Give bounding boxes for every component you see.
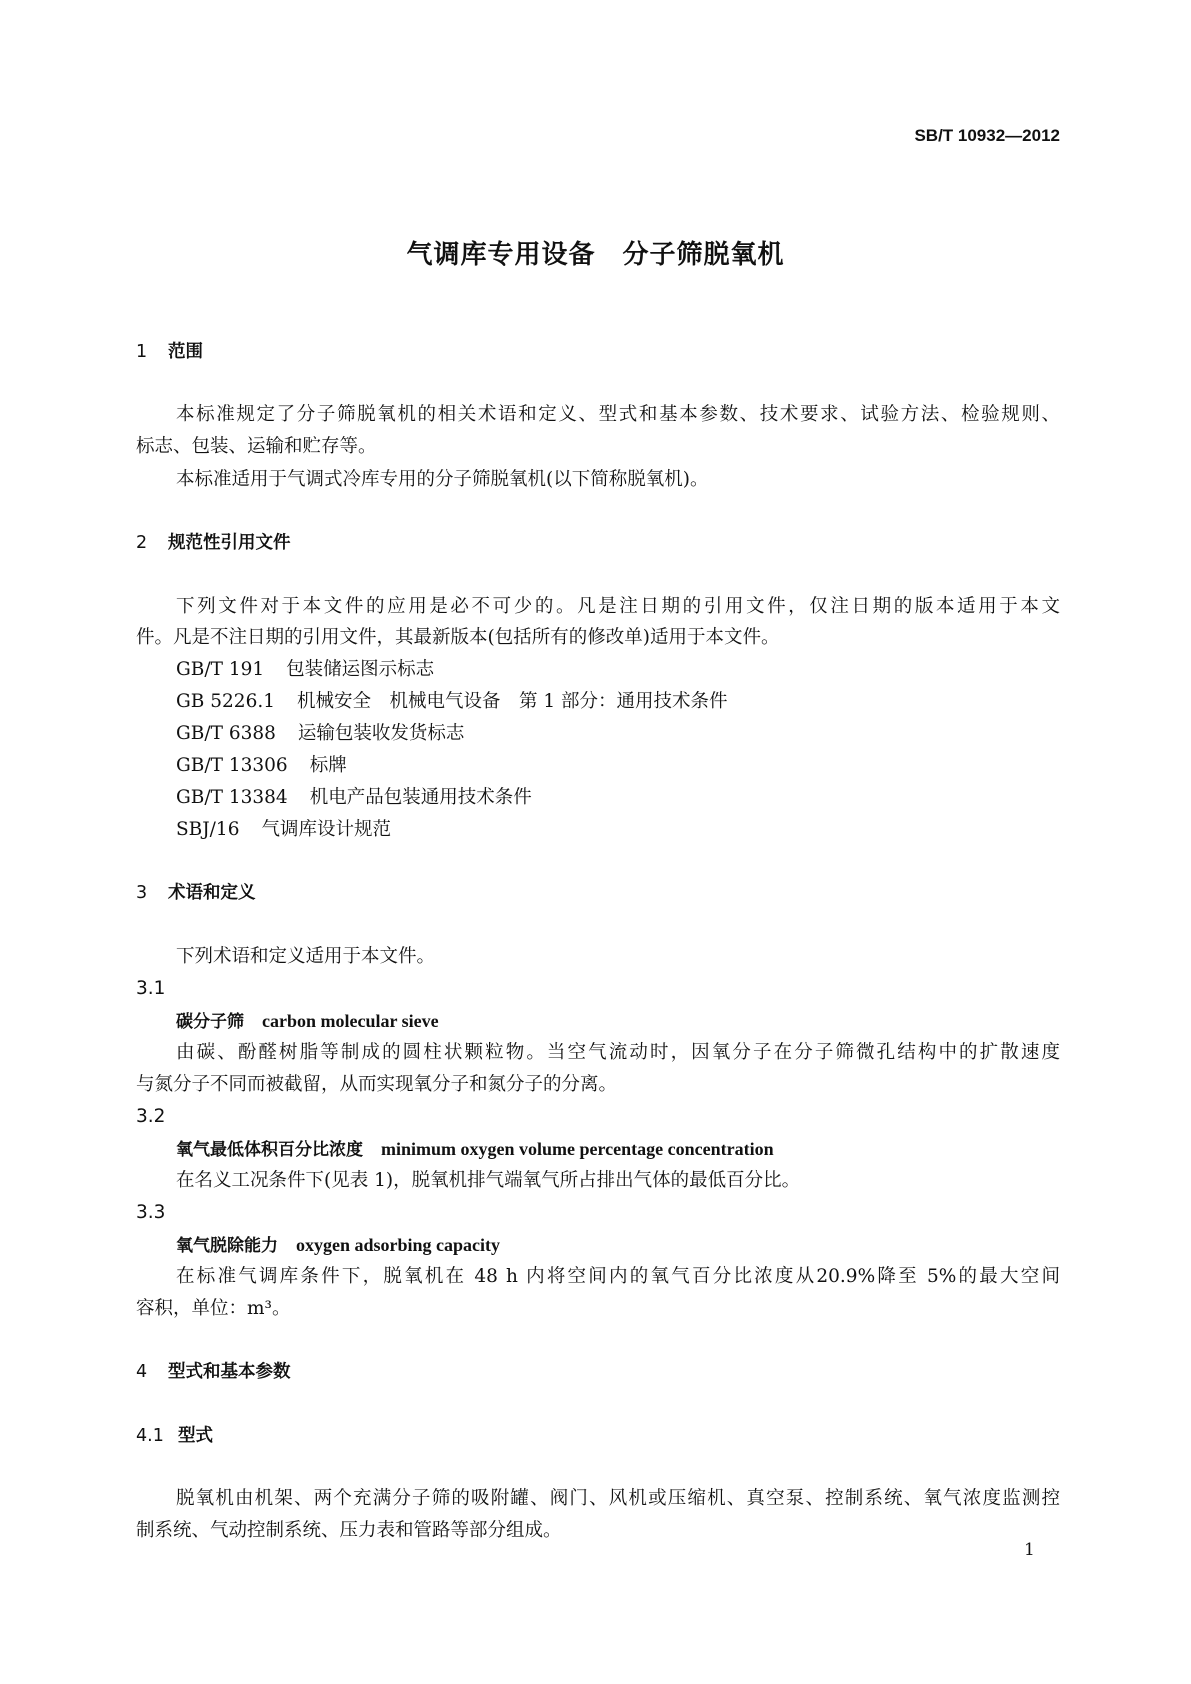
- section-3-heading: 3 术语和定义: [136, 883, 256, 903]
- reference-item: SBJ/16 气调库设计规范: [176, 819, 391, 840]
- subsection-4-1-heading: 4.1 型式: [136, 1426, 213, 1446]
- paragraph-line: 容积，单位：m³。: [136, 1298, 291, 1319]
- paragraph-line: 下列文件对于本文件的应用是必不可少的。凡是注日期的引用文件，仅注日期的版本适用于本文: [176, 596, 1060, 617]
- paragraph-line: 件。凡是不注日期的引用文件，其最新版本(包括所有的修改单)适用于本文件。: [136, 627, 780, 648]
- document-title: 气调库专用设备 分子筛脱氧机: [406, 240, 785, 270]
- page-number: 1: [1024, 1540, 1035, 1560]
- reference-item: GB 5226.1 机械安全 机械电气设备 第 1 部分：通用技术条件: [176, 691, 728, 712]
- term-number: 3.3: [136, 1202, 166, 1223]
- term-heading: 氧气最低体积百分比浓度 minimum oxygen volume percentage concentration: [176, 1139, 774, 1160]
- paragraph-line: 在标准气调库条件下，脱氧机在 48 h 内将空间内的氧气百分比浓度从20.9%降至 5%的最大空间: [176, 1266, 1060, 1287]
- reference-item: GB/T 13384 机电产品包装通用技术条件: [176, 787, 532, 808]
- section-1-heading: 1 范围: [136, 342, 203, 362]
- paragraph-line: 与氮分子不同而被截留，从而实现氧分子和氮分子的分离。: [136, 1074, 618, 1095]
- paragraph-line: 下列术语和定义适用于本文件。: [176, 946, 436, 967]
- term-number: 3.2: [136, 1106, 166, 1127]
- standard-number: SB/T 10932—2012: [914, 126, 1060, 145]
- paragraph-line: 标志、包装、运输和贮存等。: [136, 436, 377, 457]
- reference-item: GB/T 191 包装储运图示标志: [176, 659, 435, 680]
- term-heading: 碳分子筛 carbon molecular sieve: [176, 1011, 439, 1032]
- section-2-heading: 2 规范性引用文件: [136, 533, 291, 553]
- paragraph-line: 本标准规定了分子筛脱氧机的相关术语和定义、型式和基本参数、技术要求、试验方法、检验规则、: [176, 404, 1060, 425]
- paragraph-line: 制系统、气动控制系统、压力表和管路等部分组成。: [136, 1520, 562, 1541]
- paragraph-line: 由碳、酚醛树脂等制成的圆柱状颗粒物。当空气流动时，因氧分子在分子筛微孔结构中的扩散速度: [176, 1042, 1060, 1063]
- paragraph-line: 在名义工况条件下(见表 1)，脱氧机排气端氧气所占排出气体的最低百分比。: [176, 1170, 801, 1191]
- reference-item: GB/T 6388 运输包装收发货标志: [176, 723, 465, 744]
- paragraph-line: 脱氧机由机架、两个充满分子筛的吸附罐、阀门、风机或压缩机、真空泵、控制系统、氧气浓度监测控: [176, 1488, 1060, 1509]
- term-number: 3.1: [136, 978, 166, 999]
- term-heading: 氧气脱除能力 oxygen adsorbing capacity: [176, 1235, 501, 1256]
- reference-item: GB/T 13306 标牌: [176, 755, 347, 776]
- paragraph-line: 本标准适用于气调式冷库专用的分子筛脱氧机(以下简称脱氧机)。: [176, 469, 709, 490]
- section-4-heading: 4 型式和基本参数: [136, 1362, 291, 1382]
